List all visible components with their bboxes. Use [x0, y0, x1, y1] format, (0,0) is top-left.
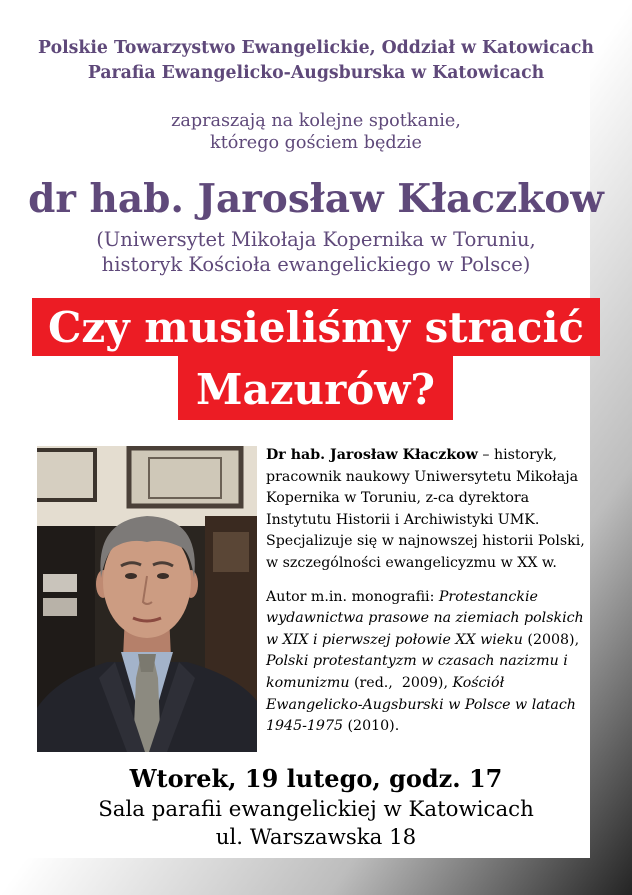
organizer-line-1: Polskie Towarzystwo Ewangelickie, Oddział w Katowicach: [38, 38, 594, 58]
guest-affiliation-line-1: (Uniwersytet Mikołaja Kopernika w Toruniu,: [96, 228, 536, 251]
invitation-line-1: zapraszają na kolejne spotkanie,: [171, 111, 461, 131]
speaker-portrait-photo: [37, 446, 257, 752]
bio-line: [266, 553, 606, 575]
bio-line: [266, 587, 606, 609]
bio-text: pracownik naukowy Uniwersytetu Mikołaja: [266, 468, 579, 485]
bio-book-title: wydawnictwa prasowe na ziemiach polskich: [266, 610, 584, 627]
photo-drawer: [43, 598, 77, 616]
bio-text: Kopernika w Toruniu, z-ca dyrektora: [266, 490, 530, 507]
event-datetime: Wtorek, 19 lutego, godz. 17: [129, 764, 503, 793]
photo-left-frame: [37, 450, 95, 500]
bio-line: [266, 716, 606, 738]
photo-eye-right: [157, 573, 169, 579]
bio-line: [266, 673, 606, 695]
guest-name: dr hab. Jarosław Kłaczkow: [28, 176, 604, 222]
bio-text: – historyk,: [477, 447, 558, 463]
bio-speaker-name: Dr hab. Jarosław Kłaczkow: [266, 447, 478, 463]
invitation-line-2: którego gościem będzie: [210, 133, 422, 153]
photo-drawer: [43, 574, 77, 592]
bio-text: (2008),: [522, 631, 580, 648]
bio-paragraph-1: [266, 445, 606, 575]
bio-text: (red., 2009),: [349, 674, 453, 691]
bio-line: [266, 510, 606, 532]
bio-text: w szczególności ewangelicyzmu w XX w.: [266, 554, 557, 571]
photo-shelf-item: [213, 532, 249, 572]
bio-line: [266, 651, 606, 673]
bio-line: [266, 467, 606, 489]
bio-text: Autor m.in. monografii:: [266, 588, 439, 605]
bio-book-title: komunizmu: [266, 674, 350, 691]
bio-text: (2010).: [343, 718, 400, 735]
bio-line: [266, 445, 606, 467]
bio-book-title: Ewangelicko-Augsburski w Polsce w latach: [266, 696, 576, 713]
bio-book-title: Protestanckie: [438, 588, 538, 605]
bio-line: [266, 488, 606, 510]
guest-affiliation-line-2: historyk Kościoła ewangelickiego w Polsce): [101, 253, 531, 276]
event-address: ul. Warszawska 18: [215, 825, 417, 850]
organizer-line-2: Parafia Ewangelicko-Augsburska w Katowicach: [87, 63, 545, 83]
bio-line: [266, 630, 606, 652]
event-venue: Sala parafii ewangelickiej w Katowicach: [98, 797, 534, 822]
bio-book-title: w XIX i pierwszej połowie XX wieku: [266, 631, 523, 648]
bio-line: [266, 531, 606, 553]
bio-text: Specjalizuje się w najnowszej historii Polski,: [266, 533, 585, 550]
bio-book-title: Polski protestantyzm w czasach nazizmu i: [266, 653, 568, 670]
bio-book-title: Kościół: [452, 674, 505, 691]
photo-tie-knot: [138, 654, 156, 672]
lecture-title-line-1: Czy musieliśmy stracić: [32, 298, 600, 356]
bio-text: Instytutu Historii i Archiwistyki UMK.: [266, 511, 540, 528]
bio-line: [266, 695, 606, 717]
photo-eye-left: [125, 573, 137, 579]
lecture-title-line-2: Mazurów?: [178, 356, 453, 420]
bio-paragraph-2: [266, 587, 606, 738]
bio-line: [266, 608, 606, 630]
speaker-bio: [266, 445, 606, 738]
bio-book-title: 1945-1975: [266, 718, 344, 735]
